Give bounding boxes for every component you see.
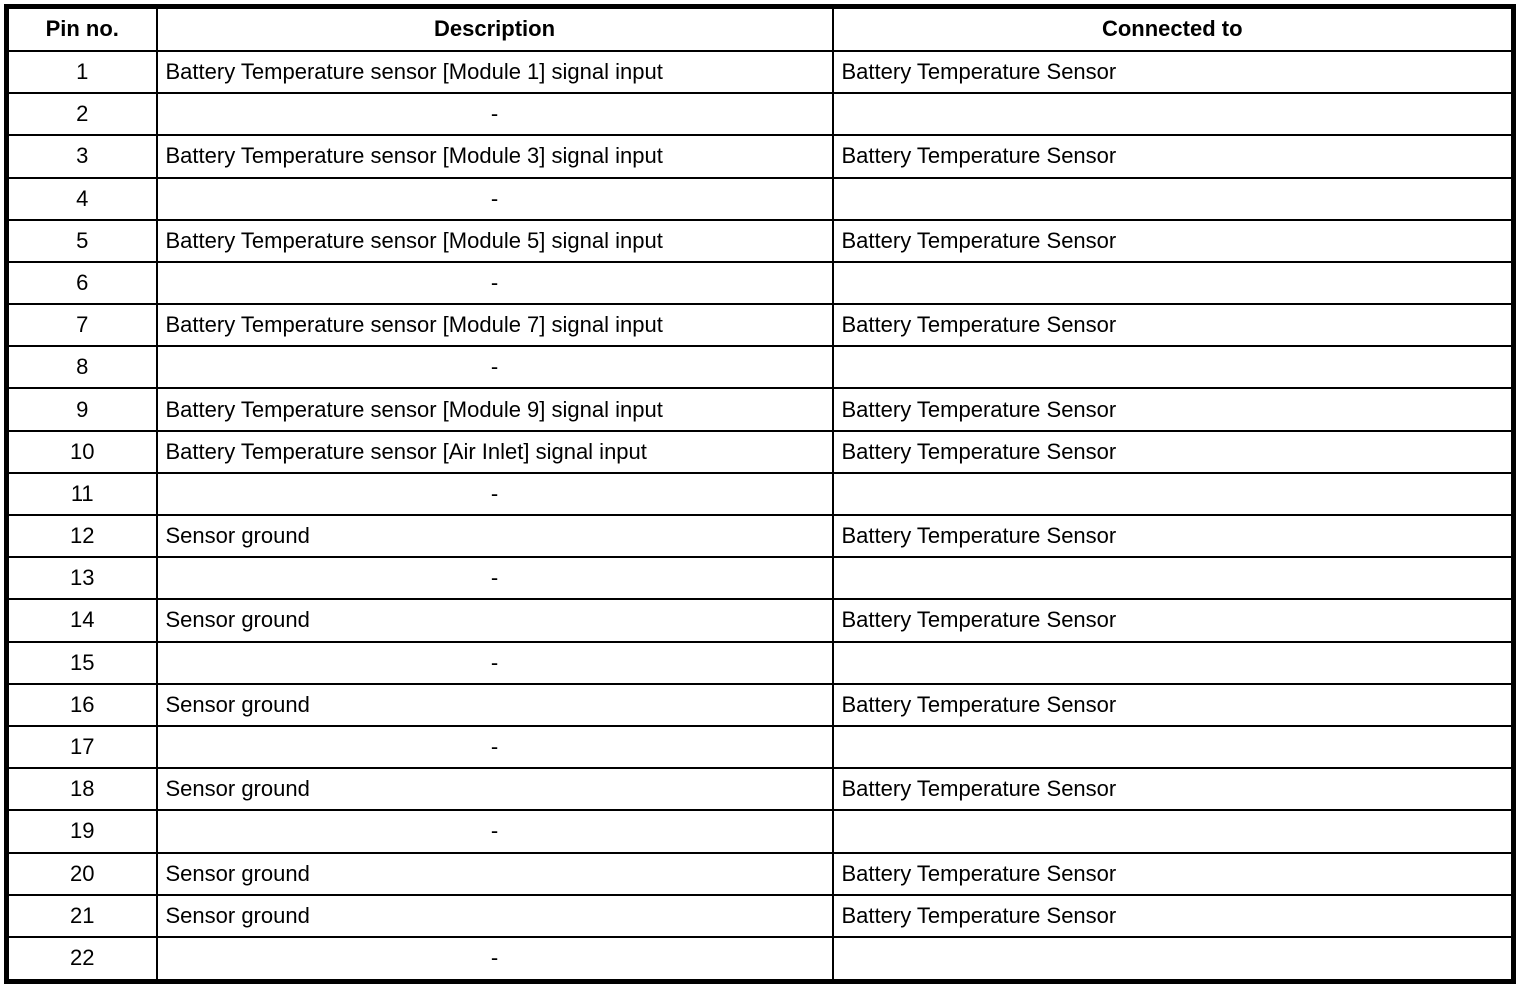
pin-cell: 11 — [7, 473, 157, 515]
pin-cell: 10 — [7, 431, 157, 473]
connected-to-cell — [833, 557, 1514, 599]
table-row — [7, 346, 1514, 388]
connected-to-cell: Battery Temperature Sensor — [833, 135, 1514, 177]
pin-cell: 5 — [7, 220, 157, 262]
table-row — [7, 262, 1514, 304]
table-row — [7, 515, 1514, 557]
connected-to-cell — [833, 178, 1514, 220]
connected-to-cell — [833, 346, 1514, 388]
description-cell: Battery Temperature sensor [Module 1] signal input — [157, 51, 833, 93]
table-row — [7, 642, 1514, 684]
connected-to-cell: Battery Temperature Sensor — [833, 220, 1514, 262]
description-cell: Battery Temperature sensor [Module 5] signal input — [157, 220, 833, 262]
table-row — [7, 473, 1514, 515]
table-row — [7, 178, 1514, 220]
table-row — [7, 304, 1514, 346]
connected-to-cell: Battery Temperature Sensor — [833, 388, 1514, 430]
connected-to-cell — [833, 937, 1514, 982]
description-cell: - — [157, 473, 833, 515]
description-cell: Battery Temperature sensor [Air Inlet] signal input — [157, 431, 833, 473]
pin-cell: 4 — [7, 178, 157, 220]
pin-cell: 20 — [7, 853, 157, 895]
description-cell: Sensor ground — [157, 684, 833, 726]
connected-to-cell: Battery Temperature Sensor — [833, 768, 1514, 810]
header-description: Description — [157, 7, 833, 51]
description-cell: Battery Temperature sensor [Module 9] signal input — [157, 388, 833, 430]
pin-cell: 18 — [7, 768, 157, 810]
pin-cell: 12 — [7, 515, 157, 557]
connected-to-cell: Battery Temperature Sensor — [833, 599, 1514, 641]
pin-cell: 2 — [7, 93, 157, 135]
table-row — [7, 937, 1514, 982]
pin-cell: 8 — [7, 346, 157, 388]
connected-to-cell — [833, 642, 1514, 684]
connected-to-cell — [833, 810, 1514, 852]
pin-cell: 22 — [7, 937, 157, 982]
table-row — [7, 51, 1514, 93]
table-row — [7, 388, 1514, 430]
pin-cell: 3 — [7, 135, 157, 177]
description-cell: - — [157, 93, 833, 135]
description-cell: - — [157, 262, 833, 304]
table-row — [7, 895, 1514, 937]
description-cell: - — [157, 937, 833, 982]
pin-cell: 7 — [7, 304, 157, 346]
description-cell: Sensor ground — [157, 599, 833, 641]
description-cell: Sensor ground — [157, 895, 833, 937]
description-cell: - — [157, 346, 833, 388]
connected-to-cell: Battery Temperature Sensor — [833, 515, 1514, 557]
pin-cell: 16 — [7, 684, 157, 726]
pin-cell: 13 — [7, 557, 157, 599]
description-cell: - — [157, 557, 833, 599]
table-row — [7, 726, 1514, 768]
table-row — [7, 431, 1514, 473]
description-cell: Sensor ground — [157, 853, 833, 895]
pin-cell: 9 — [7, 388, 157, 430]
description-cell: Sensor ground — [157, 515, 833, 557]
description-cell: Battery Temperature sensor [Module 7] signal input — [157, 304, 833, 346]
description-cell: - — [157, 726, 833, 768]
description-cell: - — [157, 810, 833, 852]
description-cell: Sensor ground — [157, 768, 833, 810]
description-cell: - — [157, 178, 833, 220]
table-row — [7, 93, 1514, 135]
connected-to-cell: Battery Temperature Sensor — [833, 304, 1514, 346]
table-row — [7, 557, 1514, 599]
connected-to-cell — [833, 262, 1514, 304]
table-row — [7, 853, 1514, 895]
connected-to-cell — [833, 473, 1514, 515]
table-row — [7, 768, 1514, 810]
description-cell: Battery Temperature sensor [Module 3] signal input — [157, 135, 833, 177]
table-row — [7, 810, 1514, 852]
table-header-row — [7, 7, 1514, 51]
connected-to-cell — [833, 93, 1514, 135]
description-cell: - — [157, 642, 833, 684]
pin-cell: 6 — [7, 262, 157, 304]
connected-to-cell: Battery Temperature Sensor — [833, 51, 1514, 93]
pin-cell: 21 — [7, 895, 157, 937]
table-row — [7, 684, 1514, 726]
connected-to-cell — [833, 726, 1514, 768]
pinout-table — [4, 4, 1516, 984]
pin-cell: 14 — [7, 599, 157, 641]
pin-cell: 1 — [7, 51, 157, 93]
table-row — [7, 135, 1514, 177]
table-row — [7, 220, 1514, 262]
pin-cell: 19 — [7, 810, 157, 852]
header-connected-to: Connected to — [833, 7, 1514, 51]
pin-cell: 15 — [7, 642, 157, 684]
connected-to-cell: Battery Temperature Sensor — [833, 431, 1514, 473]
table-row — [7, 599, 1514, 641]
connected-to-cell: Battery Temperature Sensor — [833, 895, 1514, 937]
connected-to-cell: Battery Temperature Sensor — [833, 684, 1514, 726]
connected-to-cell: Battery Temperature Sensor — [833, 853, 1514, 895]
pin-cell: 17 — [7, 726, 157, 768]
header-pin-no: Pin no. — [7, 7, 157, 51]
